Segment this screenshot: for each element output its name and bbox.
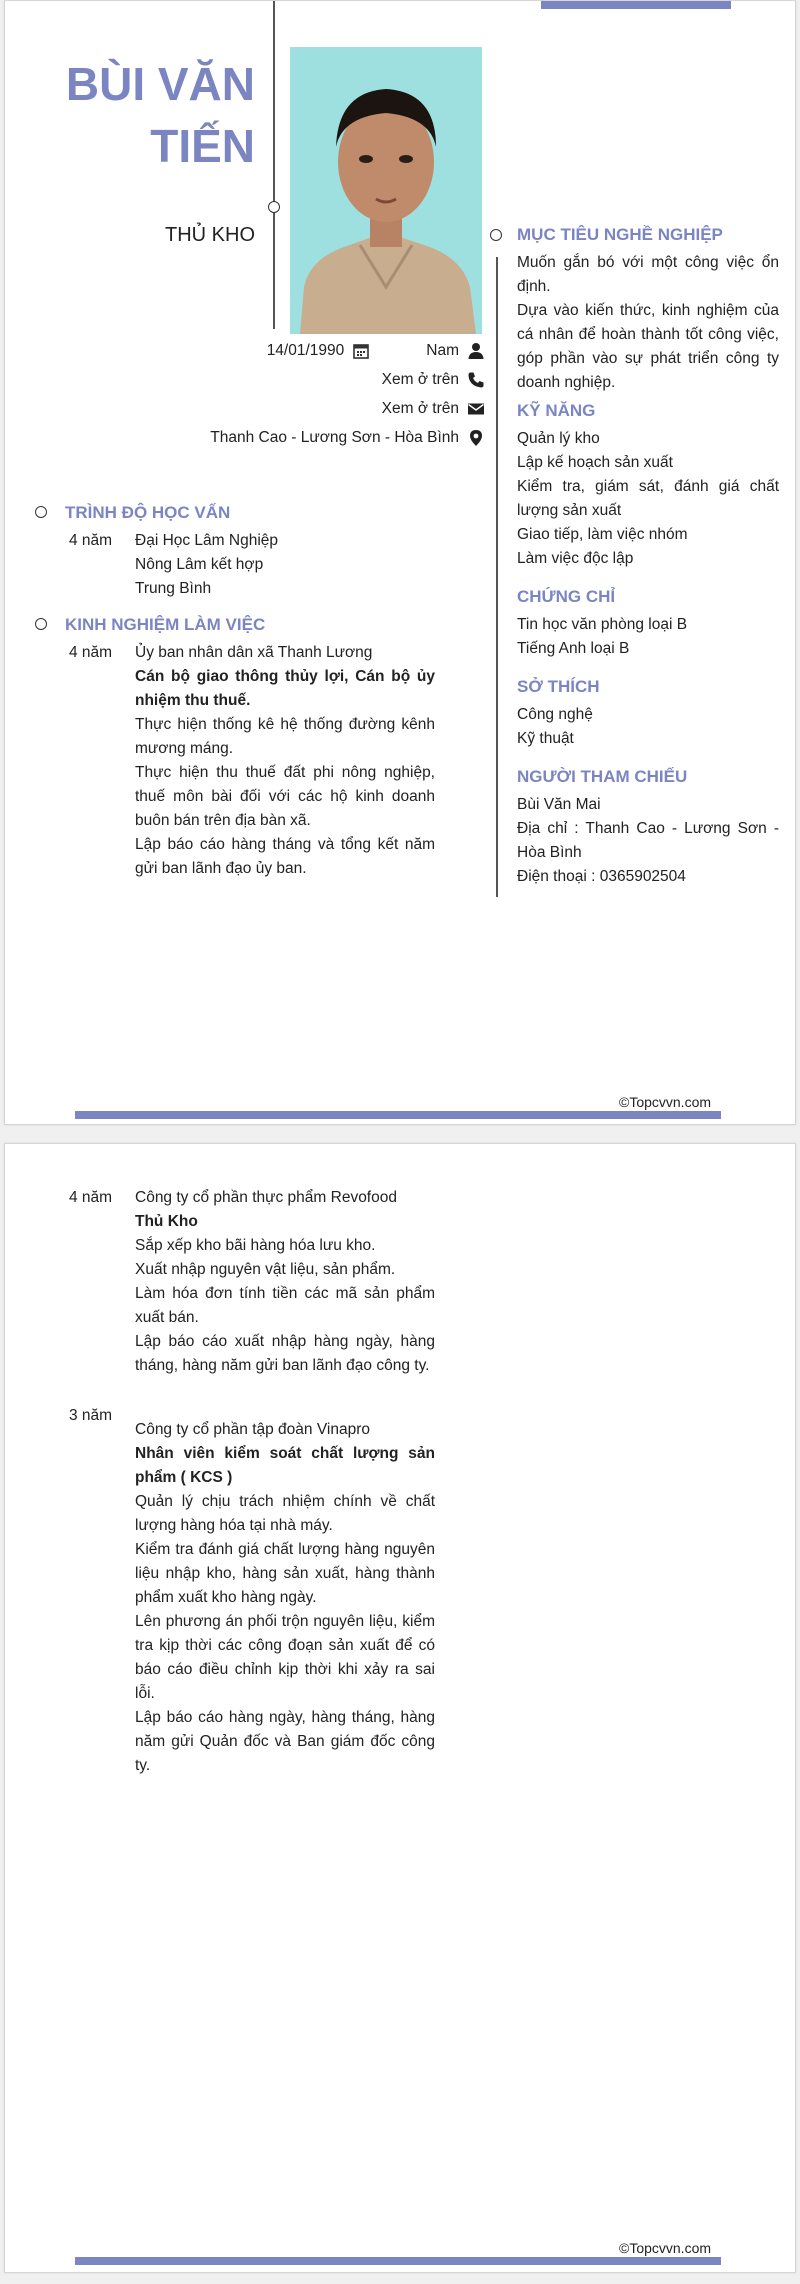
experience-3-line: Lập báo cáo hàng ngày, hàng tháng, hàng năm gửi Quản đốc và Ban giám đốc công ty. — [135, 1709, 435, 1774]
skill-item: Giao tiếp, làm việc nhóm — [517, 526, 688, 543]
location-pin-icon — [467, 429, 485, 447]
experience-2-line: Xuất nhập nguyên vật liệu, sản phẩm. — [135, 1261, 396, 1278]
reference-name: Bùi Văn Mai — [517, 796, 601, 813]
experience-3-company: Công ty cổ phần tập đoàn Vinapro — [135, 1421, 370, 1438]
bottom-accent-bar — [75, 2257, 721, 2265]
objective-line: Muốn gắn bó với một công việc ổn định. — [517, 254, 779, 295]
top-accent-bar — [541, 1, 731, 9]
experience-dot — [35, 618, 47, 630]
right-column — [517, 223, 779, 889]
name-line-2: TIẾN — [150, 120, 255, 172]
experience-3-years: 3 năm — [69, 1407, 113, 1424]
experience-1-line: Thực hiện thống kê hệ thống đường kênh mương máng. — [135, 716, 435, 757]
header-divider — [273, 1, 275, 329]
experience-1-years: 4 năm — [69, 644, 113, 661]
certificates-title: CHỨNG CHỈ — [517, 587, 616, 606]
reference-title: NGƯỜI THAM CHIẾU — [517, 767, 688, 786]
dob-text: 14/01/1990 — [266, 342, 345, 359]
certificate-item: Tin học văn phòng loại B — [517, 616, 688, 633]
education-rank: Trung Bình — [135, 580, 212, 597]
objective-title: MỤC TIÊU NGHỀ NGHIỆP — [517, 225, 723, 244]
candidate-name — [15, 53, 255, 177]
experience-2-company: Công ty cổ phần thực phẩm Revofood — [135, 1189, 397, 1206]
dob-gender-row — [267, 339, 485, 363]
profile-photo — [290, 47, 482, 334]
experience-3-line: Kiểm tra đánh giá chất lượng hàng nguyên liệu nhập kho, hàng sản xuất, hàng thành phẩm xuất kho hàng ngày. — [135, 1541, 435, 1606]
email-text: Xem ở trên — [381, 400, 459, 417]
hobby-item: Kỹ thuật — [517, 730, 574, 747]
skill-item: Lập kế hoạch sản xuất — [517, 454, 673, 471]
cv-page-2 — [4, 1143, 796, 2273]
reference-address: Địa chỉ : Thanh Cao - Lương Sơn - Hòa Bình — [517, 820, 779, 861]
experience-2-line: Làm hóa đơn tính tiền các mã sản phẩm xuất bán. — [135, 1285, 435, 1326]
certificate-item: Tiếng Anh loại B — [517, 640, 630, 657]
address-row — [210, 426, 485, 450]
gender-text: Nam — [426, 342, 459, 359]
bottom-accent-bar — [75, 1111, 721, 1119]
contact-block — [105, 339, 485, 459]
experience-3-details — [135, 1418, 435, 1778]
phone-row — [382, 368, 485, 392]
experience-2-years: 4 năm — [69, 1189, 113, 1206]
cv-page-1 — [4, 0, 796, 1125]
education-major: Nông Lâm kết hợp — [135, 556, 264, 573]
experience-1-company: Ủy ban nhân dân xã Thanh Lương — [135, 644, 373, 661]
phone-icon — [467, 371, 485, 389]
experience-2-line: Lập báo cáo xuất nhập hàng ngày, hàng tháng, hàng năm gửi ban lãnh đạo công ty. — [135, 1333, 435, 1374]
right-column-divider — [496, 257, 498, 897]
experience-3-line: Lên phương án phối trộn nguyên liệu, kiểm tra kịp thời các công đoạn sản xuất để có báo cáo điều chỉnh kịp thời khi xảy ra sai lỗi. — [135, 1613, 435, 1702]
education-title: TRÌNH ĐỘ HỌC VẤN — [65, 503, 231, 522]
experience-1-role: Cán bộ giao thông thủy lợi, Cán bộ ủy nhiệm thu thuế. — [135, 668, 435, 709]
footer-copyright: ©Topcvvn.com — [619, 1094, 712, 1110]
hobby-item: Công nghệ — [517, 706, 593, 723]
experience-1-line: Lập báo cáo hàng tháng và tổng kết năm gửi ban lãnh đạo ủy ban. — [135, 836, 435, 877]
person-portrait-icon — [290, 47, 482, 334]
education-years: 4 năm — [69, 532, 113, 549]
phone-text: Xem ở trên — [381, 371, 459, 388]
education-details — [135, 529, 435, 601]
experience-title: KINH NGHIỆM LÀM VIỆC — [65, 615, 266, 634]
education-dot — [35, 506, 47, 518]
calendar-icon — [352, 342, 370, 360]
skill-item: Quản lý kho — [517, 430, 600, 447]
skill-item: Kiểm tra, giám sát, đánh giá chất lượng sản xuất — [517, 478, 779, 519]
job-title: THỦ KHO — [165, 224, 255, 246]
user-icon — [467, 342, 485, 360]
education-school: Đại Học Lâm Nghiệp — [135, 532, 279, 549]
skill-item: Làm việc độc lập — [517, 550, 634, 567]
envelope-icon — [467, 400, 485, 418]
experience-2-details — [135, 1186, 435, 1378]
name-line-1: BÙI VĂN — [65, 58, 255, 110]
address-text: Thanh Cao - Lương Sơn - Hòa Bình — [210, 429, 459, 446]
objective-line: Dựa vào kiến thức, kinh nghiệm của cá nhân để hoàn thành tốt công việc, góp phần vào sự phát triển công ty doanh nghiệp. — [517, 302, 779, 391]
hobbies-title: SỞ THÍCH — [517, 677, 600, 696]
skills-title: KỸ NĂNG — [517, 401, 596, 420]
experience-2-line: Sắp xếp kho bãi hàng hóa lưu kho. — [135, 1237, 376, 1254]
timeline-dot — [268, 201, 280, 213]
experience-1-line: Thực hiện thu thuế đất phi nông nghiệp, thuế môn bài đối với các hộ kinh doanh buôn bán trên địa bàn xã. — [135, 764, 435, 829]
experience-1-details — [135, 641, 435, 881]
email-row — [382, 397, 485, 421]
reference-phone: Điện thoại : 0365902504 — [517, 868, 686, 885]
footer-copyright: ©Topcvvn.com — [619, 2240, 712, 2256]
experience-2-role: Thủ Kho — [135, 1213, 198, 1230]
experience-3-line: Quản lý chịu trách nhiệm chính về chất lượng hàng hóa tại nhà máy. — [135, 1493, 435, 1534]
experience-3-role: Nhân viên kiểm soát chất lượng sản phẩm ( KCS ) — [135, 1445, 435, 1486]
right-timeline-dot — [490, 229, 502, 241]
